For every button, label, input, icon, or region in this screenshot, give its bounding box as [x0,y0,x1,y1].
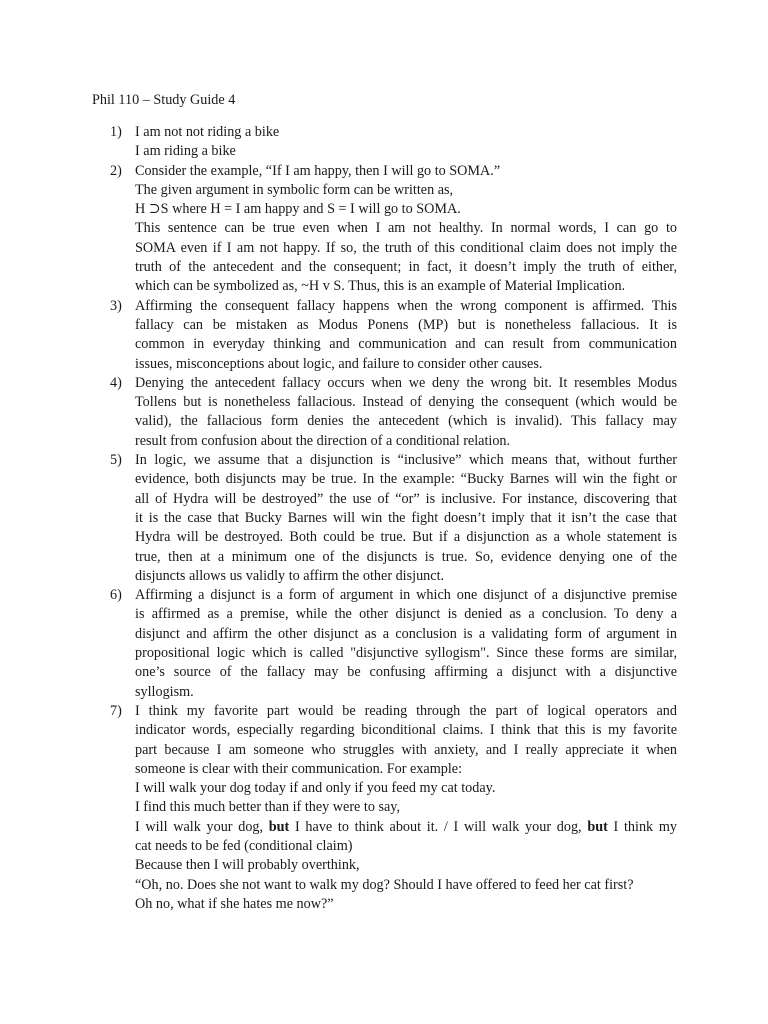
text-line: all of Hydra will be destroyed” the use of “or” is inclusive. For instance, discovering that [135,490,677,507]
text-line: SOMA even if I am not happy. If so, the truth of this conditional claim does not imply the [135,239,677,256]
text-line: Affirming the consequent fallacy happens when the wrong component is affirmed. This [135,297,677,314]
text-line: syllogism. [135,683,194,700]
text-segment: I will walk your dog, [135,818,269,835]
text-line: propositional logic which is called "disjunctive syllogism". Since these forms are similar, [135,645,677,662]
text-line: I am not not riding a bike [135,124,280,140]
answer-list [92,123,677,914]
text-line: Tollens but is nonetheless fallacious. Instead of denying the consequent (which would be [135,394,677,411]
text-line: In logic, we assume that a disjunction is “inclusive” which means that, without further [135,452,677,469]
text-line: Because then I will probably overthink, [135,857,360,874]
text-line: issues, misconceptions about logic, and failure to consider other causes. [135,355,543,372]
text-line [135,818,677,837]
answer-item [92,162,677,297]
text-line: Denying the antecedent fallacy occurs when we deny the wrong bit. It resembles Modus [135,374,677,391]
text-line: it is the case that Bucky Barnes will win the fight doesn’t imply that it isn’t the case that [135,509,677,526]
text-line: fallacy can be mistaken as Modus Ponens (MP) but is nonetheless fallacious. It is [135,316,677,333]
text-line: truth of the antecedent and the consequent; in fact, it doesn’t imply the truth of either, [135,259,677,276]
text-line: The given argument in symbolic form can be written as, [135,181,454,198]
item-number: 6) [110,587,122,604]
text-line: is affirmed as a premise, while the other disjunct is denied as a conclusion. To deny a [135,606,677,623]
text-line: disjuncts allows us validly to affirm the other disjunct. [135,567,445,584]
text-line: one’s source of the fallacy may be confusing affirming a disjunct with a disjunctive [135,664,677,681]
text-line: I find this much better than if they were to say, [135,799,401,816]
text-line: Affirming a disjunct is a form of argument in which one disjunct of a disjunctive premise [135,587,677,604]
item-number: 2) [110,162,122,179]
item-number: 5) [110,452,122,469]
text-line: valid), the fallacious form denies the antecedent (which is invalid). This fallacy may [135,413,677,430]
text-line: Hydra will be destroyed. Both could be true. But if a disjunction as a whole statement is [135,529,677,546]
text-line: evidence, both disjuncts may be true. In the example: “Bucky Barnes will win the fight or [135,471,677,488]
item-number: 7) [110,702,122,719]
text-line: common in everyday thinking and communication and can result from communication [135,336,677,353]
text-line: This sentence can be true even when I am not healthy. In normal words, I can go to [135,220,677,237]
answer-item [92,586,677,702]
text-segment: I think my [607,818,677,835]
bold-word: but [587,818,608,835]
bold-word: but [268,818,290,835]
text-line: Oh no, what if she hates me now?” [135,895,334,912]
answer-item [92,374,677,451]
item-number: 1) [110,124,122,140]
item-number: 3) [110,297,122,314]
text-line: I think my favorite part would be reading through the part of logical operators and [135,702,677,719]
document-title: Phil 110 – Study Guide 4 [92,92,236,108]
text-line: I am riding a bike [135,143,236,160]
answer-item [92,451,677,586]
text-line: someone is clear with their communication. For example: [135,760,463,777]
text-line: result from confusion about the direction of a conditional relation. [135,432,511,449]
text-line: part because I am someone who struggles with anxiety, and I really appreciate it when [135,741,677,758]
text-segment: I have to think about it. / I will walk your dog, [289,818,588,835]
answer-item [92,123,677,162]
text-line: I will walk your dog today if and only if you feed my cat today. [135,780,496,797]
text-line: cat needs to be fed (conditional claim) [135,837,353,854]
text-line: disjunct and affirm the other disjunct as a conclusion is a validating form of argument in [135,625,677,642]
answer-item [92,297,677,374]
text-line: indicator words, especially regarding biconditional claims. I think that this is my favorite [135,722,677,739]
text-line: “Oh, no. Does she not want to walk my dog? Should I have offered to feed her cat first? [135,876,634,893]
item-number: 4) [110,374,122,391]
text-line: true, then at a minimum one of the disjuncts is true. So, evidence denying one of the [135,548,677,565]
text-line: Consider the example, “If I am happy, then I will go to SOMA.” [135,162,501,179]
answer-item [92,702,677,914]
text-line: H ⊃S where H = I am happy and S = I will go to SOMA. [135,201,461,218]
text-line: which can be symbolized as, ~H v S. Thus, this is an example of Material Implication. [135,278,626,295]
